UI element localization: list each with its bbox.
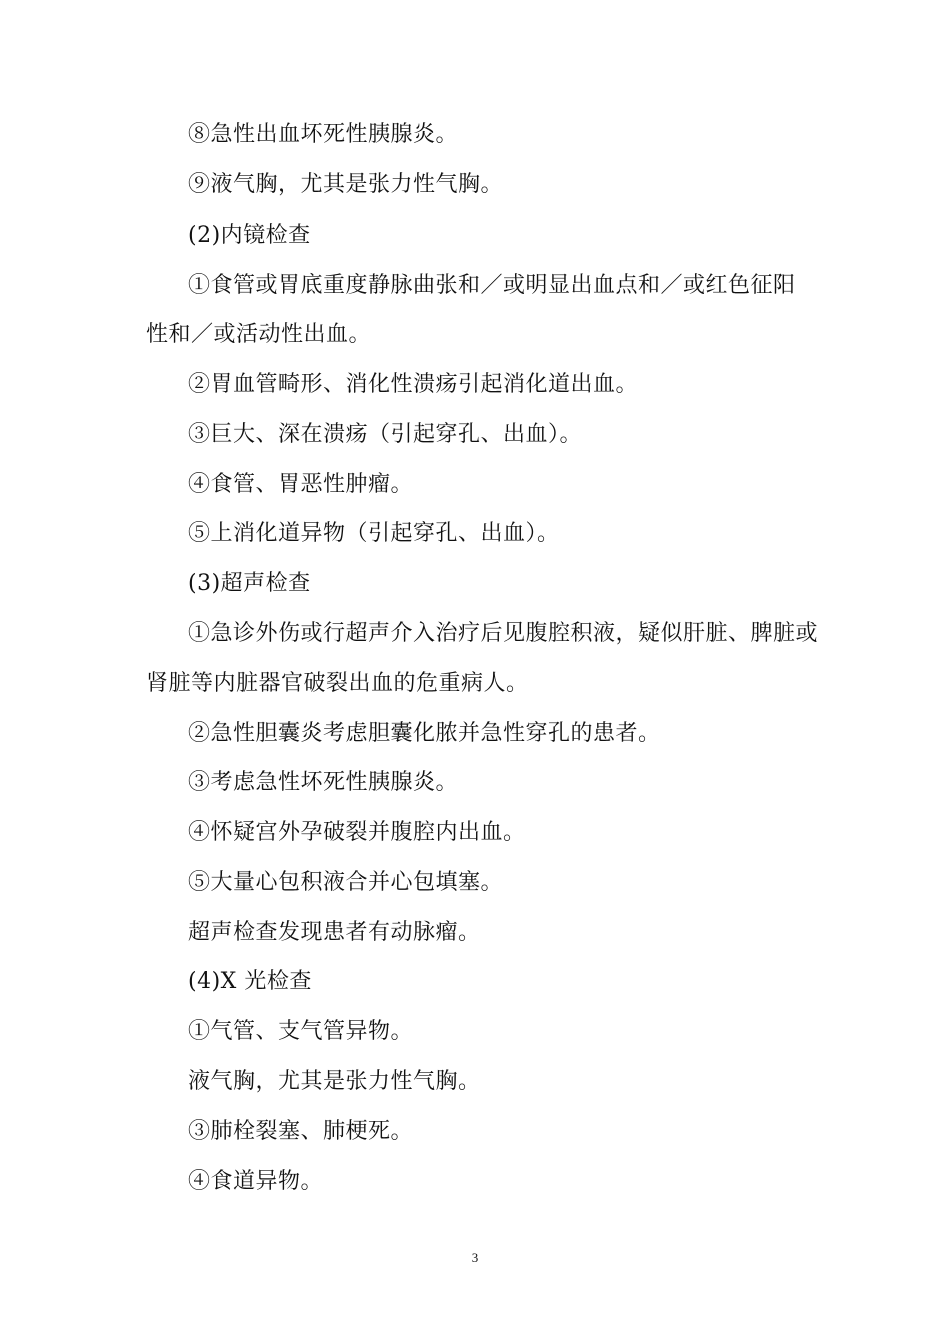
text-line: ④怀疑宫外孕破裂并腹腔内出血。 bbox=[188, 820, 526, 845]
text-line: 性和／或活动性出血。 bbox=[146, 322, 372, 347]
text-line: ⑤大量心包积液合并心包填塞。 bbox=[188, 870, 504, 895]
text-line: ④食道异物。 bbox=[188, 1169, 324, 1194]
text-line: ⑧急性出血坏死性胰腺炎。 bbox=[188, 122, 459, 147]
text-line: ①气管、支气管异物。 bbox=[188, 1019, 414, 1044]
text-line: 液气胸，尤其是张力性气胸。 bbox=[188, 1069, 481, 1094]
page-number: 3 bbox=[471, 1250, 479, 1265]
text-line: ④食管、胃恶性肿瘤。 bbox=[188, 472, 414, 497]
text-line: 肾脏等内脏器官破裂出血的危重病人。 bbox=[146, 671, 529, 696]
text-line: ⑨液气胸，尤其是张力性气胸。 bbox=[188, 172, 504, 197]
text-line: ②胃血管畸形、消化性溃疡引起消化道出血。 bbox=[188, 372, 639, 397]
section-heading: (3)超声检查 bbox=[188, 571, 311, 596]
text-line: 超声检查发现患者有动脉瘤。 bbox=[188, 920, 481, 945]
text-line: ①食管或胃底重度静脉曲张和／或明显出血点和／或红色征阳 bbox=[188, 273, 796, 298]
text-line: ③肺栓裂塞、肺梗死。 bbox=[188, 1119, 414, 1144]
text-line: ①急诊外伤或行超声介入治疗后见腹腔积液，疑似肝脏、脾脏或 bbox=[188, 621, 819, 646]
text-line: ③考虑急性坏死性胰腺炎。 bbox=[188, 770, 459, 795]
text-line: ⑤上消化道异物（引起穿孔、出血）。 bbox=[188, 521, 560, 546]
section-heading: (4)X 光检查 bbox=[188, 969, 312, 994]
text-line: ③巨大、深在溃疡（引起穿孔、出血）。 bbox=[188, 422, 583, 447]
section-heading: (2)内镜检查 bbox=[188, 223, 311, 248]
text-line: ②急性胆囊炎考虑胆囊化脓并急性穿孔的患者。 bbox=[188, 721, 661, 746]
